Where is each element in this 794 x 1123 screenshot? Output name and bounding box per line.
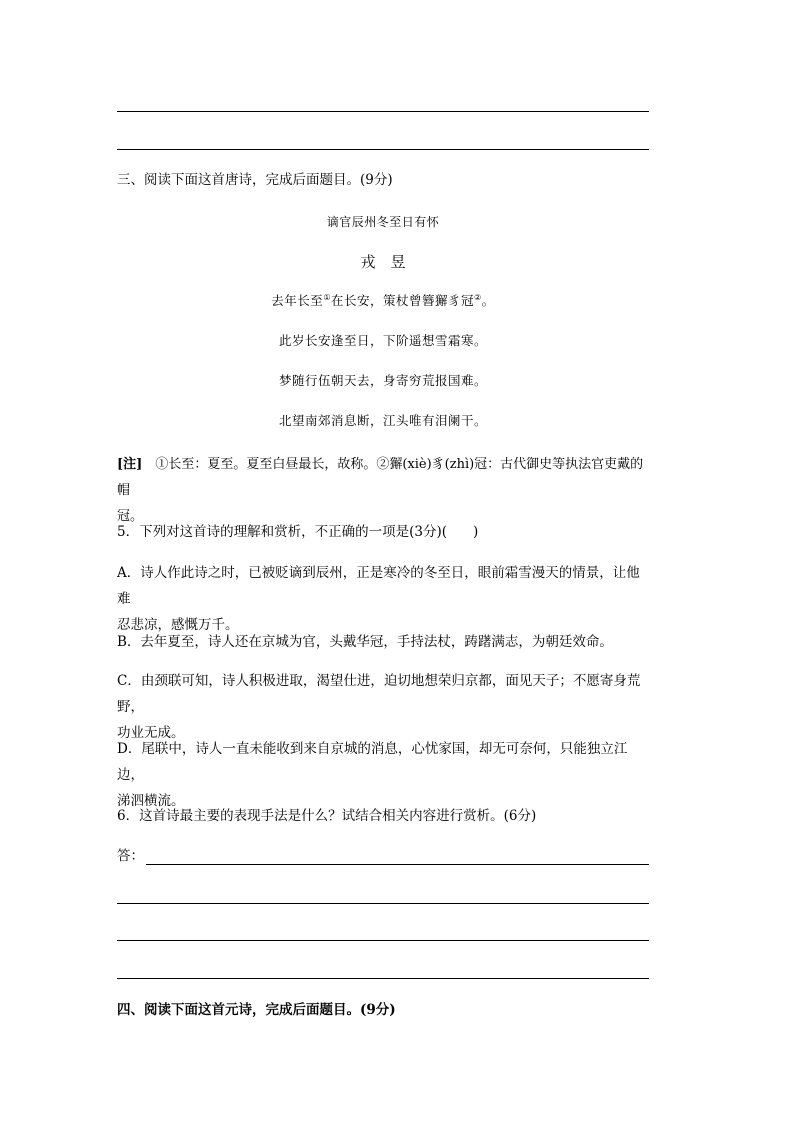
section-heading: 三、阅读下面这首唐诗，完成后面题目。(9分): [117, 172, 393, 188]
poem-author: 戎 昱: [360, 253, 406, 271]
answer-line: [117, 111, 649, 112]
question-6-stem: 6．这首诗最主要的表现手法是什么？试结合相关内容进行赏析。(6分): [117, 808, 537, 824]
poem-line: 此岁长安逢至日，下阶遥想雪霜寒。: [278, 333, 487, 348]
poem-line: 去年长至①在长安，策杖曾簪獬豸冠②。: [271, 293, 495, 308]
footnote-ref: ①: [323, 293, 331, 302]
poem-note: [注] ①长至：夏至。夏至白昼最长，故称。②獬(xiè)豸(zhì)冠：古代御史等执法官吏戴的帽 冠。: [117, 457, 644, 524]
answer-line[interactable]: [117, 940, 649, 941]
note-label: [注]: [117, 457, 143, 472]
poem-title: 谪官辰州冬至日有怀: [326, 215, 440, 229]
footnote-ref: ②: [474, 293, 482, 302]
option-b: B．去年夏至，诗人还在京城为官，头戴华冠，手持法杖，踌躇满志，为朝廷效命。: [117, 634, 613, 650]
poem-line: 梦随行伍朝天去，身寄穷荒报国难。: [278, 373, 487, 388]
answer-line[interactable]: [146, 864, 649, 865]
question-5-stem: 5．下列对这首诗的理解和赏析，不正确的一项是(3分)( ): [117, 524, 479, 540]
answer-line[interactable]: [117, 903, 649, 904]
answer-line: [117, 149, 649, 150]
option-d: D．尾联中，诗人一直未能收到来自京城的消息，心忧家国，却无可奈何，只能独立江边， 涕泗横流。: [117, 741, 628, 809]
option-c: C．由颈联可知，诗人积极进取，渴望仕进，迫切地想荣归京都，面见天子；不愿寄身荒野， 功业无成。: [117, 673, 641, 741]
answer-line[interactable]: [117, 978, 649, 979]
section-heading: 四、阅读下面这首元诗，完成后面题目。(9分): [117, 1002, 396, 1018]
poem-line: 北望南郊消息断，江头唯有泪阑干。: [278, 413, 487, 428]
option-a: A．诗人作此诗之时，已被贬谪到辰州，正是寒冷的冬至日，眼前霜雪漫天的情景，让他难 忍悲凉，感慨万千。: [117, 565, 640, 633]
answer-label: 答：: [117, 848, 144, 864]
